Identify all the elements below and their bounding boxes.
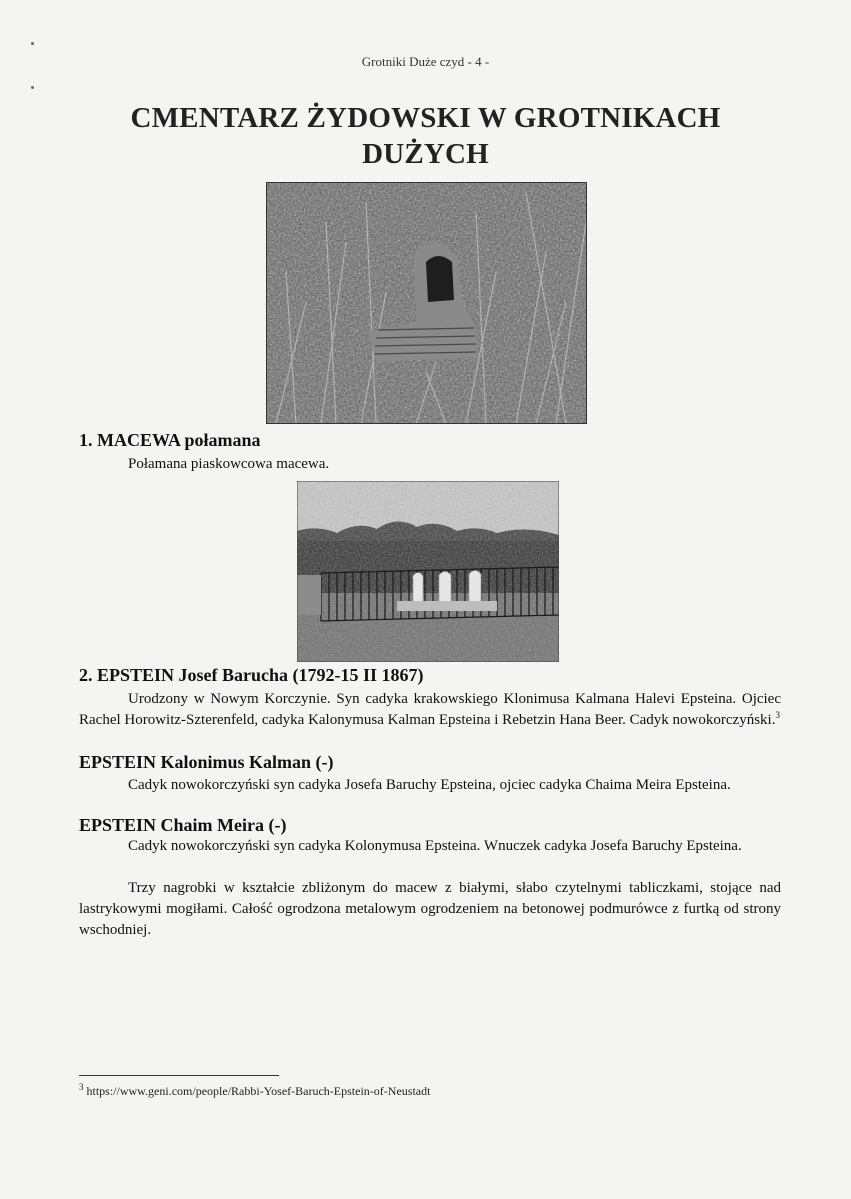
footnote-ref: 3 — [775, 710, 780, 720]
entry-text-2-content: Urodzony w Nowym Korczynie. Syn cadyka krakowskiego Klonimusa Kalmana Halevi Epsteina. Ojciec Rachel Horowitz-Szterenfeld, cadyka Kalonymusa Kalman Epsteina i Rebetzin Hana Beer. Cadyk nowokorczyński. — [79, 691, 781, 728]
footnote — [79, 1084, 430, 1099]
footnote-link[interactable]: https://www.geni.com/people/Rabbi-Yosef-Baruch-Epstein-of-Neustadt — [86, 1084, 431, 1098]
entry-text-3-content: Cadyk nowokorczyński syn cadyka Josefa Baruchy Epsteina, ojciec cadyka Chaima Meira Epsteina. — [128, 777, 731, 793]
entry-heading-1: 1. MACEWA połamana — [79, 430, 261, 450]
entry-text-4 — [79, 836, 781, 857]
page-title — [60, 100, 791, 172]
entry-heading-4: EPSTEIN Chaim Meira (-) — [79, 815, 287, 835]
running-head: Grotniki Duże czyd - 4 - — [361, 54, 490, 69]
scan-speck — [31, 86, 34, 89]
photo-broken-matzevah — [266, 182, 587, 424]
entry-text-1-content: Połamana piaskowcowa macewa. — [128, 456, 330, 472]
footnote-number: 3 — [79, 1082, 84, 1092]
entry-text-4-content: Cadyk nowokorczyński syn cadyka Kolonymusa Epsteina. Wnuczek cadyka Josefa Baruchy Epsteina. — [128, 838, 742, 854]
entry-text-2 — [79, 689, 781, 731]
title-line-2: DUŻYCH — [362, 138, 489, 170]
entry-text-4b-content: Trzy nagrobki w kształcie zbliżonym do macew z białymi, słabo czytelnymi tabliczkami, stojące nad lastrykowymi mogiłami. Całość ogrodzona metalowym ogrodzeniem na betonowej podmurówce z furtką od strony wschodniej. — [79, 880, 781, 938]
entry-text-4b — [79, 878, 781, 941]
photo-fenced-graves — [297, 481, 559, 662]
footnote-divider — [79, 1075, 279, 1076]
entry-heading-3: EPSTEIN Kalonimus Kalman (-) — [79, 752, 334, 772]
scan-speck — [31, 42, 34, 45]
entry-text-1 — [79, 454, 781, 475]
title-line-1: CMENTARZ ŻYDOWSKI W GROTNIKACH — [130, 102, 721, 134]
entry-text-3 — [79, 775, 781, 796]
entry-heading-2: 2. EPSTEIN Josef Barucha (1792-15 II 1867) — [79, 665, 424, 685]
